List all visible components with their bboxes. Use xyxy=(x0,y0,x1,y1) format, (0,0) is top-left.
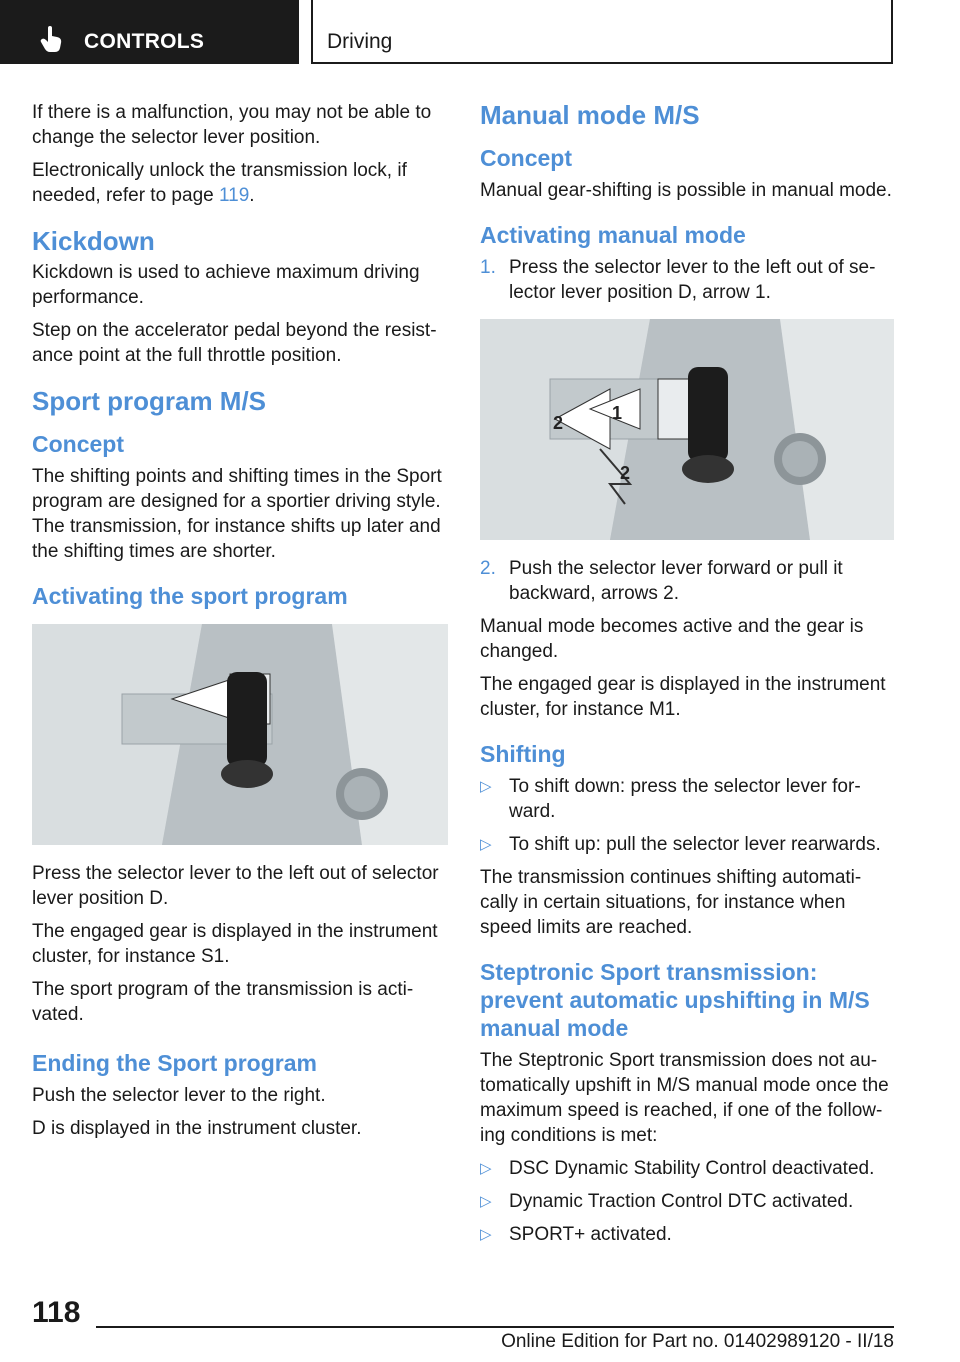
manual-mode-heading: Manual mode M/S xyxy=(480,100,700,130)
intro-text: Electronically unlock the transmission lock, if needed, refer to page xyxy=(32,160,407,206)
left-column xyxy=(32,100,448,1149)
step-2-number: 2. xyxy=(480,558,496,579)
header-tab-controls[interactable] xyxy=(0,0,299,64)
right-column xyxy=(480,100,894,1255)
steptronic-heading: Steptronic Sport transmission: prevent automatic upshifting in M/S manual mode xyxy=(480,959,870,1041)
figure-arrow-label-1: 1 xyxy=(612,403,623,423)
shift-item-1 xyxy=(480,774,894,824)
footer-divider xyxy=(96,1326,894,1328)
intro-paragraph-1: If there is a malfunction, you may not be able to change the selector lever position. xyxy=(32,102,432,148)
condition-item-2-text: Dynamic Traction Control DTC activated. xyxy=(509,1191,854,1212)
header-section-box xyxy=(311,0,893,64)
condition-item-1-text: DSC Dynamic Stability Control deactivated. xyxy=(509,1158,875,1179)
selector-lever-illustration-manual xyxy=(480,319,894,540)
sport-concept-paragraph: The shifting points and shifting times in the Sport program are designed for a sportier driving style. The transmission, for instance shifts up later and the shifting times are shorter. xyxy=(32,466,442,562)
steptronic-paragraph: The Steptronic Sport transmission does not au-tomatically upshift in M/S manual mode once the maximum speed is reached, if one of the follow-ing conditions is met: xyxy=(480,1050,889,1146)
step-1-text: Press the selector lever to the left out of se-lector lever position D, arrow 1. xyxy=(509,257,876,303)
after-figure-paragraph-1: Press the selector lever to the left out of selector lever position D. xyxy=(32,863,439,909)
header-section-title: Driving xyxy=(327,30,393,53)
shift-item-2 xyxy=(480,832,894,857)
step-1-number: 1. xyxy=(480,257,496,278)
intro-text-end: . xyxy=(249,185,255,206)
ending-sport-heading: Ending the Sport program xyxy=(32,1050,317,1076)
shifting-heading: Shifting xyxy=(480,741,566,767)
triangle-bullet-icon: ▷ xyxy=(480,1226,492,1243)
kickdown-paragraph-2: Step on the accelerator pedal beyond the resist-ance point at the full throttle position. xyxy=(32,320,437,366)
triangle-bullet-icon: ▷ xyxy=(480,1160,492,1177)
page-number: 118 xyxy=(32,1296,81,1329)
shift-item-1-text: To shift down: press the selector lever for-ward. xyxy=(509,776,861,822)
condition-item-2 xyxy=(480,1189,894,1214)
engaged-gear-paragraph: The engaged gear is displayed in the instrument cluster, for instance M1. xyxy=(480,674,886,720)
figure-arrow-label-2b: 2 xyxy=(620,463,631,483)
triangle-bullet-icon: ▷ xyxy=(480,778,492,795)
step-1 xyxy=(480,255,894,305)
condition-item-3-text: SPORT+ activated. xyxy=(509,1224,672,1245)
triangle-bullet-icon: ▷ xyxy=(480,1193,492,1210)
sport-concept-heading: Concept xyxy=(32,431,124,457)
step-2 xyxy=(480,556,894,606)
after-figure-paragraph-2: The engaged gear is displayed in the instrument cluster, for instance S1. xyxy=(32,921,438,967)
shifting-paragraph: The transmission continues shifting automati-cally in certain situations, for instance when speed limits are reached. xyxy=(480,867,862,938)
activating-sport-heading: Activating the sport program xyxy=(32,583,348,609)
shift-item-2-text: To shift up: pull the selector lever rearwards. xyxy=(509,834,881,855)
sport-program-heading: Sport program M/S xyxy=(32,386,267,416)
page-reference-link[interactable]: 119 xyxy=(218,185,250,206)
figure-arrow-label-2a: 2 xyxy=(553,413,564,433)
step-2-text: Push the selector lever forward or pull it backward, arrows 2. xyxy=(509,558,843,604)
intro-paragraph-2 xyxy=(32,158,448,208)
ending-paragraph-1: Push the selector lever to the right. xyxy=(32,1085,326,1106)
footer-edition: Online Edition for Part no. 01402989120 - II/18 xyxy=(501,1331,894,1352)
ending-paragraph-2: D is displayed in the instrument cluster. xyxy=(32,1118,362,1139)
condition-item-1 xyxy=(480,1156,894,1181)
kickdown-paragraph-1: Kickdown is used to achieve maximum driving performance. xyxy=(32,262,420,308)
activating-manual-heading: Activating manual mode xyxy=(480,222,746,248)
kickdown-heading: Kickdown xyxy=(32,226,155,256)
after-figure-paragraph-3: The sport program of the transmission is acti-vated. xyxy=(32,979,414,1025)
triangle-bullet-icon: ▷ xyxy=(480,836,492,853)
header-tab-label: CONTROLS xyxy=(84,30,205,53)
manual-active-paragraph: Manual mode becomes active and the gear is changed. xyxy=(480,616,864,662)
manual-concept-heading: Concept xyxy=(480,145,572,171)
manual-concept-paragraph: Manual gear-shifting is possible in manual mode. xyxy=(480,180,892,201)
condition-item-3 xyxy=(480,1222,894,1247)
hand-pointer-icon xyxy=(40,26,64,52)
selector-lever-illustration-sport xyxy=(32,624,448,845)
